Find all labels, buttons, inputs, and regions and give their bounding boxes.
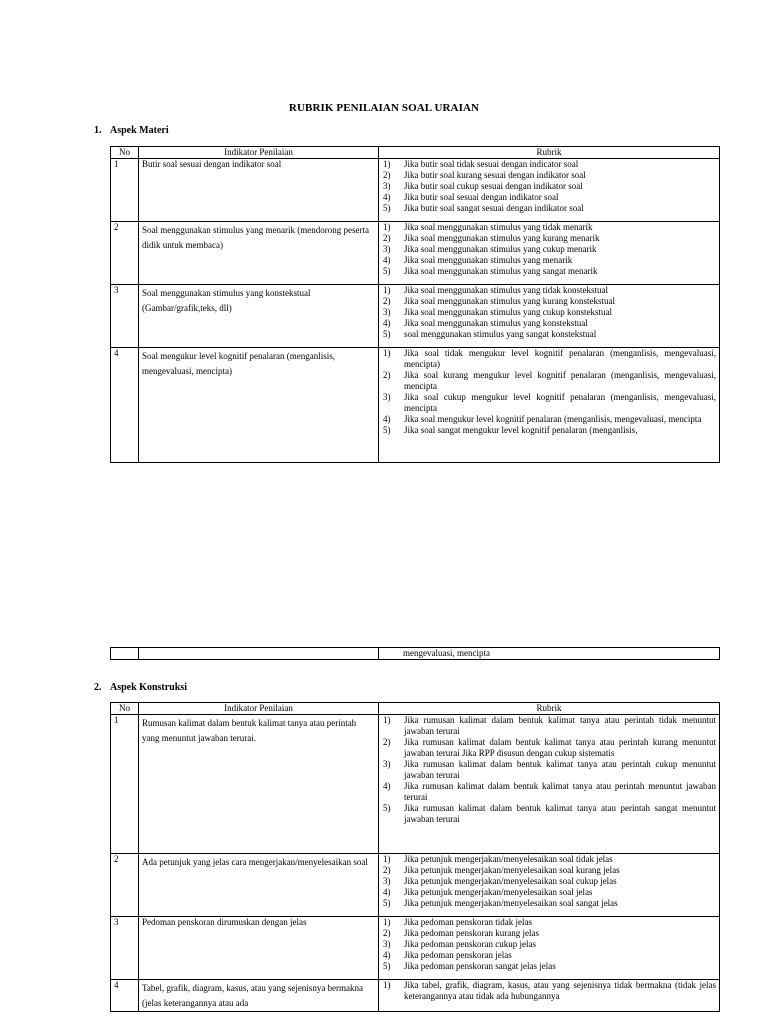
row-indicator: Butir soal sesuai dengan indikator soal — [139, 159, 379, 222]
row-rubric — [379, 159, 720, 222]
rubric-item: 2) Jika rumusan kalimat dalam bentuk kalimat tanya atau perintah kurang menuntut jawaban terurai Jika RPP disusun dengan cukup sistematis — [383, 737, 716, 758]
row-indicator: Rumusan kalimat dalam bentuk kalimat tanya atau perintah yang menuntut jawaban terurai. — [139, 715, 379, 854]
table-row — [111, 854, 720, 917]
rubric-item: 1) Jika tabel, grafik, diagram, kasus, atau yang sejenisnya tidak bermakna (tidak jelas keterangannya atau tidak ada hubungannya — [383, 980, 716, 1001]
rubric-item: 4) Jika soal menggunakan stimulus yang konstekstual — [383, 318, 588, 328]
rubric-item: 3) Jika pedoman penskoran cukup jelas — [383, 939, 536, 949]
row-indicator: Pedoman penskoran dirumuskan dengan jelas — [139, 917, 379, 980]
table-row — [111, 980, 720, 1012]
section-aspek-konstruksi-heading — [94, 682, 187, 693]
row-rubric — [379, 854, 720, 917]
rubric-item: 4) Jika soal mengukur level kognitif penalaran (menganlisis, mengevaluasi, mencipta — [383, 414, 702, 424]
rubric-item: 4) Jika petunjuk mengerjakan/menyelesaikan soal jelas — [383, 887, 593, 897]
rubric-item: 3) Jika petunjuk mengerjakan/menyelesaikan soal cukup jelas — [383, 876, 617, 886]
table-row — [111, 348, 720, 463]
row-indicator: Ada petunjuk yang jelas cara mengerjakan/menyelesaikan soal — [139, 854, 379, 917]
row-number: 1 — [111, 715, 139, 854]
rubric-item: 1) Jika soal menggunakan stimulus yang tidak konstekstual — [383, 285, 608, 295]
rubric-item: 1) Jika soal menggunakan stimulus yang tidak menarik — [383, 222, 593, 232]
row-number: 1 — [111, 159, 139, 222]
row-indicator — [139, 648, 379, 660]
rubric-item: 2) Jika butir soal kurang sesuai dengan indikator soal — [383, 170, 586, 180]
row-number: 3 — [111, 917, 139, 980]
rubric-item: 5) soal menggunakan stimulus yang sangat konstekstual — [383, 329, 597, 339]
row-rubric — [379, 222, 720, 285]
rubric-item: 2) Jika soal kurang mengukur level kognitif penalaran (menganlisis, mengevaluasi, mencipta — [383, 370, 716, 391]
rubric-item: 1) Jika rumusan kalimat dalam bentuk kalimat tanya atau perintah tidak menuntut jawaban terurai — [383, 715, 716, 736]
rubric-item: 5) Jika petunjuk mengerjakan/menyelesaikan soal sangat jelas — [383, 898, 618, 908]
table-header-row — [111, 703, 720, 715]
rubric-item: 2) Jika pedoman penskoran kurang jelas — [383, 928, 539, 938]
aspek-materi-continuation-table — [110, 647, 720, 660]
row-indicator: Tabel, grafik, diagram, kasus, atau yang sejenisnya bermakna (jelas keterangannya atau ada — [139, 980, 379, 1012]
header-rubrik: Rubrik — [379, 703, 720, 715]
table-row — [111, 648, 720, 660]
row-number: 4 — [111, 348, 139, 463]
aspek-konstruksi-table — [110, 702, 720, 1012]
row-number: 2 — [111, 222, 139, 285]
row-number — [111, 648, 139, 660]
header-no: No — [111, 147, 139, 159]
table-row — [111, 285, 720, 348]
rubric-item: 2) Jika soal menggunakan stimulus yang kurang menarik — [383, 233, 600, 243]
section-number: 2. — [94, 682, 102, 693]
rubric-item: 5) Jika soal menggunakan stimulus yang sangat menarik — [383, 266, 598, 276]
aspek-materi-table — [110, 146, 720, 463]
row-indicator: Soal menggunakan stimulus yang konstekstual (Gambar/grafik,teks, dll) — [139, 285, 379, 348]
rubric-item: 2) Jika petunjuk mengerjakan/menyelesaikan soal kurang jelas — [383, 865, 620, 875]
row-number: 4 — [111, 980, 139, 1012]
document-title: RUBRIK PENILAIAN SOAL URAIAN — [288, 102, 480, 114]
rubric-item: 3) Jika soal menggunakan stimulus yang cukup konstekstual — [383, 307, 612, 317]
row-rubric — [379, 917, 720, 980]
row-indicator: Soal mengukur level kognitif penalaran (menganlisis, mengevaluasi, mencipta) — [139, 348, 379, 463]
header-no: No — [111, 703, 139, 715]
rubric-item: 4) Jika rumusan kalimat dalam bentuk kalimat tanya atau perintah menuntut jawaban terurai — [383, 781, 716, 802]
rubric-item: 5) Jika rumusan kalimat dalam bentuk kalimat tanya atau perintah sangat menuntut jawaban terurai — [383, 803, 716, 824]
row-indicator: Soal menggunakan stimulus yang menarik (mendorong peserta didik untuk membaca) — [139, 222, 379, 285]
section-number: 1. — [94, 125, 102, 136]
section-title: Aspek Konstruksi — [110, 682, 187, 693]
row-rubric — [379, 348, 720, 463]
section-aspek-materi-heading — [94, 125, 169, 136]
rubric-item: 3) Jika soal cukup mengukur level kognitif penalaran (menganlisis, mengevaluasi, mencipta — [383, 392, 716, 413]
rubric-item: 1) Jika petunjuk mengerjakan/menyelesaikan soal tidak jelas — [383, 854, 613, 864]
rubric-item: 2) Jika soal menggunakan stimulus yang kurang konstekstual — [383, 296, 615, 306]
rubric-item: 4) Jika pedoman penskoran jelas — [383, 950, 512, 960]
rubric-item: 1) Jika butir soal tidak sesuai dengan indicator soal — [383, 159, 579, 169]
rubric-item: 3) Jika rumusan kalimat dalam bentuk kalimat tanya atau perintah cukup menuntut jawaban terurai — [383, 759, 716, 780]
row-rubric — [379, 285, 720, 348]
row-number: 3 — [111, 285, 139, 348]
table-row — [111, 715, 720, 854]
row-rubric — [379, 715, 720, 854]
header-indikator: Indikator Penilaian — [139, 147, 379, 159]
row-rubric — [379, 980, 720, 1012]
row-number: 2 — [111, 854, 139, 917]
rubric-item: 1) Jika pedoman penskoran tidak jelas — [383, 917, 532, 927]
header-rubrik: Rubrik — [379, 147, 720, 159]
rubric-item: 3) Jika butir soal cukup sesuai dengan indikator soal — [383, 181, 583, 191]
header-indikator: Indikator Penilaian — [139, 703, 379, 715]
section-title: Aspek Materi — [110, 125, 169, 136]
rubric-item: 4) Jika butir soal sesuai dengan indikator soal — [383, 192, 559, 202]
rubric-item: 5) Jika butir soal sangat sesuai dengan indikator soal — [383, 203, 584, 213]
rubric-item: 5) Jika soal sangat mengukur level kognitif penalaran (menganlisis, — [383, 425, 638, 435]
rubric-item: 3) Jika soal menggunakan stimulus yang cukup menarik — [383, 244, 597, 254]
rubric-item: 5) Jika pedoman penskoran sangat jelas jelas — [383, 961, 556, 971]
rubric-item: 1) Jika soal tidak mengukur level kognitif penalaran (menganlisis, mengevaluasi, mencipta) — [383, 348, 716, 369]
table-row — [111, 222, 720, 285]
table-row — [111, 159, 720, 222]
table-header-row — [111, 147, 720, 159]
rubric-item: 4) Jika soal menggunakan stimulus yang menarik — [383, 255, 573, 265]
table-row — [111, 917, 720, 980]
row-rubric-continuation: mengevaluasi, mencipta — [379, 648, 720, 660]
